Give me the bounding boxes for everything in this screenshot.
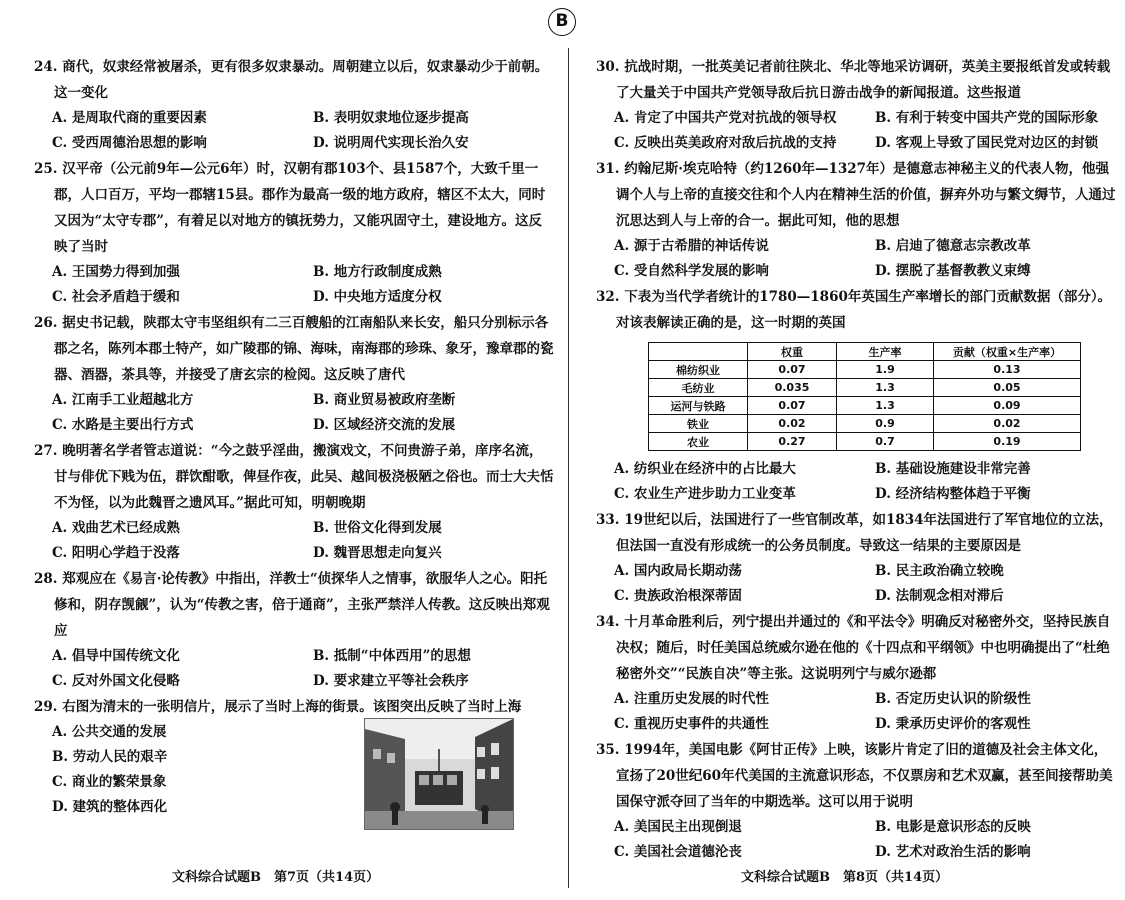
- table-header-cell: [649, 343, 748, 361]
- option-b: B. 表明奴隶地位逐步提高: [313, 110, 469, 126]
- table-header-cell: 生产率: [837, 343, 934, 361]
- option-d: D. 艺术对政治生活的影响: [875, 844, 1031, 860]
- table-cell: 农业: [649, 433, 748, 451]
- option-a: A. 戏曲艺术已经成熟: [52, 520, 180, 536]
- left-column: [34, 54, 554, 820]
- question-number: 28.: [34, 571, 58, 587]
- table-row: [649, 379, 1081, 397]
- question-number: 33.: [596, 512, 620, 528]
- table-cell: 0.09: [934, 397, 1081, 415]
- option-b: B. 启迪了德意志宗教改革: [875, 238, 1031, 254]
- table-header-row: [649, 343, 1081, 361]
- question-stem: 郑观应在《易言·论传教》中指出，洋教士“侦探华人之情事，欲服华人之心。阳托修和，阴存觊觎”，认为“传教之害，倍于通商”，主张严禁洋人传教。这反映出郑观应: [54, 571, 550, 639]
- table-cell: 铁业: [649, 415, 748, 433]
- table-header-cell: 权重: [748, 343, 837, 361]
- question-stem: 19世纪以后，法国进行了一些官制改革，如1834年法国进行了军官地位的立法，但法国一直没有形成统一的公务员制度。导致这一结果的主要原因是: [616, 512, 1113, 554]
- option-c: C. 反对外国文化侵略: [52, 673, 180, 689]
- option-a: A. 美国民主出现倒退: [614, 819, 742, 835]
- question-stem: 下表为当代学者统计的1780—1860年英国生产率增长的部门贡献数据（部分）。对该表解读正确的是，这一时期的英国: [616, 289, 1112, 331]
- table-cell: 棉纺织业: [649, 361, 748, 379]
- option-d: D. 经济结构整体趋于平衡: [875, 486, 1031, 502]
- question-number: 29.: [34, 699, 58, 715]
- table-cell: 1.9: [837, 361, 934, 379]
- option-b: B. 基础设施建设非常完善: [875, 461, 1031, 477]
- option-c: C. 阳明心学趋于没落: [52, 545, 180, 561]
- table-cell: 1.3: [837, 397, 934, 415]
- question-stem: 汉平帝（公元前9年—公元6年）时，汉朝有郡103个、县1587个，大致千里一郡，人口百万，平均一郡辖15县。郡作为最高一级的地方政府，辖区不太大，同时又因为“太守专郡”，有着足以对地方的镇抚势力，又能巩固守土，建设地方。这反映了当时: [54, 161, 546, 255]
- right-column: [596, 54, 1116, 865]
- page-footer-left: 文科综合试题B 第7页（共14页）: [172, 870, 380, 885]
- table-cell: 0.13: [934, 361, 1081, 379]
- option-c: C. 水路是主要出行方式: [52, 417, 194, 433]
- table-row: [649, 433, 1081, 451]
- option-b: B. 电影是意识形态的反映: [875, 819, 1031, 835]
- option-c: C. 美国社会道德沦丧: [614, 844, 742, 860]
- option-c: C. 商业的繁荣景象: [52, 774, 167, 790]
- option-b: B. 地方行政制度成熟: [313, 264, 442, 280]
- question-number: 26.: [34, 315, 58, 331]
- option-d: D. 法制观念相对滞后: [875, 588, 1004, 604]
- question-28: [34, 566, 554, 694]
- table-row: [649, 361, 1081, 379]
- table-header-cell: 贡献（权重×生产率）: [934, 343, 1081, 361]
- table-cell: 运河与铁路: [649, 397, 748, 415]
- question-number: 25.: [34, 161, 58, 177]
- option-a: A. 公共交通的发展: [52, 724, 167, 740]
- column-divider: [568, 48, 569, 888]
- table-cell: 0.7: [837, 433, 934, 451]
- question-stem: 抗战时期，一批英美记者前往陕北、华北等地采访调研，英美主要报纸首发或转载了大量关于中国共产党领导敌后抗日游击战争的新闻报道。这些报道: [616, 59, 1111, 101]
- option-a: A. 注重历史发展的时代性: [614, 691, 769, 707]
- option-d: D. 说明周代实现长治久安: [313, 135, 469, 151]
- question-35: [596, 737, 1116, 865]
- option-a: A. 纺织业在经济中的占比最大: [614, 461, 796, 477]
- option-c: C. 受西周德治思想的影响: [52, 135, 207, 151]
- table-row: [649, 415, 1081, 433]
- table-cell: 0.02: [934, 415, 1081, 433]
- option-d: D. 区域经济交流的发展: [313, 417, 456, 433]
- option-d: D. 客观上导致了国民党对边区的封锁: [875, 135, 1099, 151]
- question-31: [596, 156, 1116, 284]
- productivity-table: [648, 342, 1081, 451]
- option-c: C. 重视历史事件的共通性: [614, 716, 769, 732]
- option-d: D. 秉承历史评价的客观性: [875, 716, 1031, 732]
- option-a: A. 肯定了中国共产党对抗战的领导权: [614, 110, 837, 126]
- question-stem: 晚明著名学者管志道说：“今之鼓乎淫曲，搬演戏文，不问贵游子弟，庠序名流，甘与俳优下贱为伍，群饮酣歌，俾昼作夜，此吴、越间极浇极陋之俗也。而士大夫恬不为怪，以为此魏晋之遗风耳。”据此可知，明朝晚期: [54, 443, 554, 511]
- table-cell: 0.07: [748, 397, 837, 415]
- question-number: 31.: [596, 161, 620, 177]
- postcard-street-photo: [364, 718, 514, 830]
- question-number: 35.: [596, 742, 620, 758]
- option-a: A. 江南手工业超越北方: [52, 392, 194, 408]
- question-27: [34, 438, 554, 566]
- option-a: A. 源于古希腊的神话传说: [614, 238, 769, 254]
- page-footer-right: 文科综合试题B 第8页（共14页）: [741, 870, 949, 885]
- question-number: 30.: [596, 59, 620, 75]
- option-b: B. 民主政治确立较晚: [875, 563, 1004, 579]
- table-cell: 0.035: [748, 379, 837, 397]
- question-number: 24.: [34, 59, 58, 75]
- question-33: [596, 507, 1116, 609]
- option-d: D. 建筑的整体西化: [52, 799, 168, 815]
- question-24: [34, 54, 554, 156]
- table-row: [649, 397, 1081, 415]
- option-d: D. 中央地方适度分权: [313, 289, 442, 305]
- option-d: D. 摆脱了基督教教义束缚: [875, 263, 1031, 279]
- table-cell: 1.3: [837, 379, 934, 397]
- table-cell: 0.27: [748, 433, 837, 451]
- option-c: C. 农业生产进步助力工业变革: [614, 486, 796, 502]
- option-a: A. 是周取代商的重要因素: [52, 110, 207, 126]
- option-c: C. 反映出英美政府对敌后抗战的支持: [614, 135, 837, 151]
- question-stem: 约翰尼斯·埃克哈特（约1260年—1327年）是德意志神秘主义的代表人物，他强调个人与上帝的直接交往和个人内在精神生活的价值，摒弃外功与繁文缛节，人通过沉思达到人与上帝的合一。据此可知，他的思想: [616, 161, 1116, 229]
- question-34: [596, 609, 1116, 737]
- question-stem: 十月革命胜利后，列宁提出并通过的《和平法令》明确反对秘密外交，坚持民族自决权；随后，时任美国总统威尔逊在他的《十四点和平纲领》中也明确提出了“杜绝秘密外交”“民族自决”等主张。这说明列宁与威尔逊都: [616, 614, 1111, 682]
- table-cell: 0.05: [934, 379, 1081, 397]
- question-stem: 据史书记载，陕郡太守韦坚组织有二三百艘船的江南船队来长安，船只分别标示各郡之名，陈列本郡土特产，如广陵郡的锦、海味，南海郡的珍珠、象牙，豫章郡的瓷器、酒器，茶具等，并接受了唐玄宗的检阅。这反映了唐代: [54, 315, 554, 383]
- option-a: A. 国内政局长期动荡: [614, 563, 742, 579]
- table-cell: 0.19: [934, 433, 1081, 451]
- option-a: A. 倡导中国传统文化: [52, 648, 180, 664]
- option-b: B. 世俗文化得到发展: [313, 520, 442, 536]
- option-b: B. 有利于转变中国共产党的国际形象: [875, 110, 1099, 126]
- question-number: 34.: [596, 614, 620, 630]
- option-c: C. 贵族政治根深蒂固: [614, 588, 742, 604]
- question-29: [34, 694, 554, 820]
- question-number: 32.: [596, 289, 620, 305]
- table-cell: 0.9: [837, 415, 934, 433]
- question-stem: 商代，奴隶经常被屠杀，更有很多奴隶暴动。周朝建立以后，奴隶暴动少于前朝。这一变化: [54, 59, 549, 101]
- table-cell: 0.02: [748, 415, 837, 433]
- option-d: D. 要求建立平等社会秩序: [313, 673, 469, 689]
- question-stem: 右图为清末的一张明信片，展示了当时上海的街景。该图突出反映了当时上海: [62, 699, 522, 715]
- table-cell: 毛纺业: [649, 379, 748, 397]
- paper-version-mark: B: [548, 8, 576, 36]
- question-32: [596, 284, 1116, 507]
- option-d: D. 魏晋思想走向复兴: [313, 545, 442, 561]
- question-number: 27.: [34, 443, 58, 459]
- question-26: [34, 310, 554, 438]
- option-b: B. 抵制“中体西用”的思想: [313, 648, 471, 664]
- option-b: B. 否定历史认识的阶级性: [875, 691, 1031, 707]
- option-c: C. 受自然科学发展的影响: [614, 263, 769, 279]
- table-cell: 0.07: [748, 361, 837, 379]
- question-stem: 1994年，美国电影《阿甘正传》上映，该影片肯定了旧的道德及社会主体文化，宣扬了20世纪60年代美国的主流意识形态，不仅票房和艺术双赢，甚至间接帮助美国保守派夺回了当年的中期选举。这可以用于说明: [616, 742, 1113, 810]
- option-b: B. 劳动人民的艰辛: [52, 749, 168, 765]
- question-25: [34, 156, 554, 310]
- option-c: C. 社会矛盾趋于缓和: [52, 289, 180, 305]
- option-b: B. 商业贸易被政府垄断: [313, 392, 456, 408]
- option-a: A. 王国势力得到加强: [52, 264, 180, 280]
- question-30: [596, 54, 1116, 156]
